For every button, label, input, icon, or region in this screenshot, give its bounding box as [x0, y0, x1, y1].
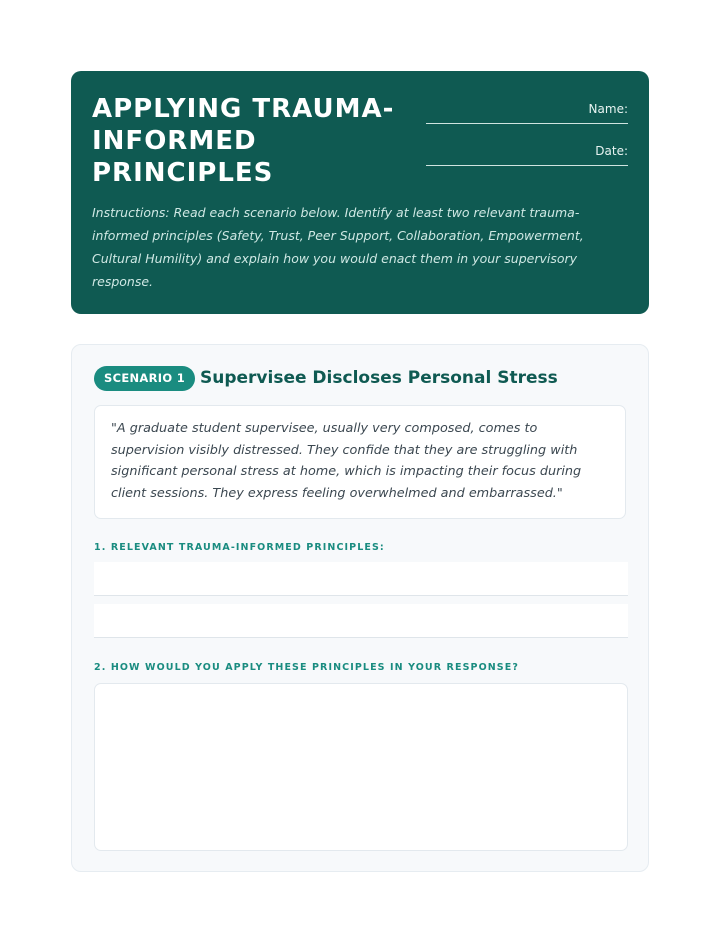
date-blank-line[interactable]	[426, 165, 628, 166]
response-answer-box[interactable]	[94, 683, 628, 851]
date-label: Date:	[595, 144, 628, 158]
date-field[interactable]	[418, 143, 628, 166]
scenario-quote-box	[94, 405, 626, 519]
principle-answer-line-2[interactable]	[94, 604, 628, 638]
scenario-badge: SCENARIO 1	[94, 366, 195, 391]
principle-answer-line-1[interactable]	[94, 562, 628, 596]
name-label: Name:	[588, 102, 628, 116]
scenario-card	[71, 344, 649, 872]
worksheet-header	[71, 71, 649, 314]
name-field[interactable]	[418, 101, 628, 124]
question-2-label: 2. HOW WOULD YOU APPLY THESE PRINCIPLES IN YOUR RESPONSE?	[94, 662, 519, 673]
scenario-quote: "A graduate student supervisee, usually very composed, comes to supervision visibly distressed. They confide that they are struggling with significant personal stress at home, which is impacting their focus during client sessions. They express feeling overwhelmed and embarrassed."	[111, 421, 582, 501]
scenario-title: Supervisee Discloses Personal Stress	[200, 368, 558, 388]
page-title: APPLYING TRAUMA-INFORMED PRINCIPLES	[92, 94, 395, 188]
instructions-text: Instructions: Read each scenario below. Identify at least two relevant trauma-informed principles (Safety, Trust, Peer Support, Collaboration, Empowerment, Cultural Humility) and explain how you would enact them in your supervisory response.	[92, 205, 584, 289]
name-blank-line[interactable]	[426, 123, 628, 124]
question-1-label: 1. RELEVANT TRAUMA-INFORMED PRINCIPLES:	[94, 542, 385, 553]
